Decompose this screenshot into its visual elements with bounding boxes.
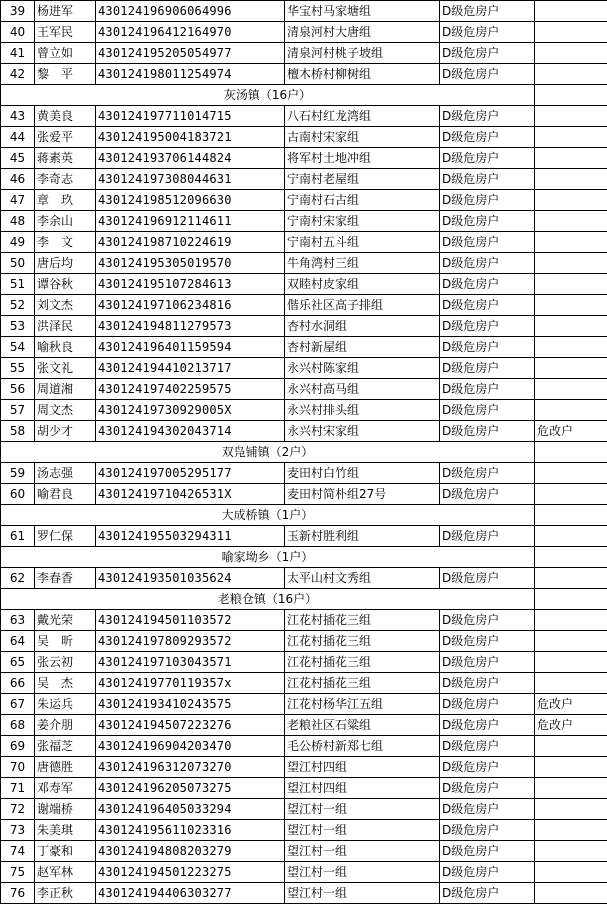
table-row: [1, 799, 607, 820]
section-title: 灰汤镇（16户）: [1, 85, 535, 106]
remark: [535, 295, 607, 316]
id-number: 43012419710426531X: [96, 484, 285, 505]
remark: [535, 799, 607, 820]
danger-level: D级危房户: [440, 337, 535, 358]
id-number: 430124194501223275: [96, 862, 285, 883]
row-number: 58: [1, 421, 35, 442]
household-name: 朱运兵: [35, 694, 96, 715]
section-title: 大成桥镇（1户）: [1, 505, 535, 526]
section-blank-cell: [535, 547, 607, 568]
danger-level: D级危房户: [440, 106, 535, 127]
section-title: 老粮仓镇（16户）: [1, 589, 535, 610]
danger-level: D级危房户: [440, 736, 535, 757]
remark: [535, 127, 607, 148]
table-row: [1, 337, 607, 358]
table-row: [1, 778, 607, 799]
id-number: 430124198011254974: [96, 64, 285, 85]
id-number: 43012419730929005X: [96, 400, 285, 421]
danger-level: D级危房户: [440, 715, 535, 736]
household-address: 八石村红龙湾组: [285, 106, 440, 127]
remark: 危改户: [535, 421, 607, 442]
id-number: 430124196401159594: [96, 337, 285, 358]
id-number: 430124194410213717: [96, 358, 285, 379]
household-name: 杨进军: [35, 1, 96, 22]
household-name: 丁豪和: [35, 841, 96, 862]
household-name: 朱美琪: [35, 820, 96, 841]
table-row: [1, 526, 607, 547]
id-number: 430124197103043571: [96, 652, 285, 673]
household-address: 老粮社区石粱组: [285, 715, 440, 736]
section-title: 喻家坳乡（1户）: [1, 547, 535, 568]
household-address: 永兴村排头组: [285, 400, 440, 421]
id-number: 430124195611023316: [96, 820, 285, 841]
household-address: 宁南村五斗组: [285, 232, 440, 253]
household-name: 赵军林: [35, 862, 96, 883]
household-address: 江花村杨华江五组: [285, 694, 440, 715]
household-name: 吴 杰: [35, 673, 96, 694]
remark: [535, 379, 607, 400]
danger-level: D级危房户: [440, 64, 535, 85]
danger-level: D级危房户: [440, 610, 535, 631]
danger-level: D级危房户: [440, 862, 535, 883]
household-address: 古南村宋家组: [285, 127, 440, 148]
remark: [535, 190, 607, 211]
household-address: 江花村插花三组: [285, 673, 440, 694]
household-address: 偕乐社区高子排组: [285, 295, 440, 316]
danger-level: D级危房户: [440, 484, 535, 505]
household-address: 望江村四组: [285, 778, 440, 799]
row-number: 72: [1, 799, 35, 820]
remark: [535, 169, 607, 190]
danger-level: D级危房户: [440, 232, 535, 253]
household-address: 江花村插花三组: [285, 610, 440, 631]
table-row: [1, 400, 607, 421]
table-row: [1, 22, 607, 43]
household-name: 李春香: [35, 568, 96, 589]
household-address: 江花村插花三组: [285, 652, 440, 673]
household-name: 周道湘: [35, 379, 96, 400]
household-name: 李奇志: [35, 169, 96, 190]
row-number: 61: [1, 526, 35, 547]
table-row: [1, 358, 607, 379]
danger-level: D级危房户: [440, 421, 535, 442]
danger-level: D级危房户: [440, 526, 535, 547]
id-number: 430124196904203470: [96, 736, 285, 757]
household-name: 蒋素英: [35, 148, 96, 169]
row-number: 66: [1, 673, 35, 694]
id-number: 430124193706144824: [96, 148, 285, 169]
household-address: 望江村一组: [285, 799, 440, 820]
household-address: 宁南村老屋组: [285, 169, 440, 190]
household-name: 张文礼: [35, 358, 96, 379]
row-number: 70: [1, 757, 35, 778]
row-number: 73: [1, 820, 35, 841]
danger-level: D级危房户: [440, 295, 535, 316]
id-number: 430124198710224619: [96, 232, 285, 253]
row-number: 59: [1, 463, 35, 484]
danger-level: D级危房户: [440, 379, 535, 400]
household-name: 吴 昕: [35, 631, 96, 652]
household-name: 洪泽民: [35, 316, 96, 337]
danger-level: D级危房户: [440, 568, 535, 589]
row-number: 71: [1, 778, 35, 799]
remark: [535, 211, 607, 232]
remark: [535, 631, 607, 652]
id-number: 430124195503294311: [96, 526, 285, 547]
table-body: [1, 1, 607, 904]
id-number: 430124196205073275: [96, 778, 285, 799]
section-blank-cell: [535, 85, 607, 106]
household-name: 唐后均: [35, 253, 96, 274]
table-row: [1, 883, 607, 904]
danger-level: D级危房户: [440, 757, 535, 778]
household-name: 谭谷秋: [35, 274, 96, 295]
row-number: 57: [1, 400, 35, 421]
household-address: 永兴村陈家组: [285, 358, 440, 379]
section-blank-cell: [535, 442, 607, 463]
id-number: 430124194811279573: [96, 316, 285, 337]
table-row: [1, 211, 607, 232]
row-number: 49: [1, 232, 35, 253]
household-name: 王军民: [35, 22, 96, 43]
row-number: 56: [1, 379, 35, 400]
table-row: [1, 862, 607, 883]
id-number: 430124198512096630: [96, 190, 285, 211]
remark: [535, 820, 607, 841]
danger-level: D级危房户: [440, 253, 535, 274]
household-name: 喻秋良: [35, 337, 96, 358]
danger-level: D级危房户: [440, 694, 535, 715]
household-name: 黎 平: [35, 64, 96, 85]
table-row: [1, 190, 607, 211]
household-name: 喻君良: [35, 484, 96, 505]
id-number: 430124196412164970: [96, 22, 285, 43]
section-header-row: [1, 547, 607, 568]
remark: [535, 274, 607, 295]
remark: [535, 883, 607, 904]
danger-level: D级危房户: [440, 400, 535, 421]
household-address: 清泉河村桃子坡组: [285, 43, 440, 64]
row-number: 45: [1, 148, 35, 169]
household-name: 张云初: [35, 652, 96, 673]
household-name: 胡少才: [35, 421, 96, 442]
remark: 危改户: [535, 715, 607, 736]
table-row: [1, 736, 607, 757]
id-number: 430124196906064996: [96, 1, 285, 22]
danger-level: D级危房户: [440, 1, 535, 22]
row-number: 76: [1, 883, 35, 904]
remark: [535, 484, 607, 505]
remark: [535, 64, 607, 85]
danger-level: D级危房户: [440, 169, 535, 190]
id-number: 430124197005295177: [96, 463, 285, 484]
household-name: 李余山: [35, 211, 96, 232]
id-number: 430124197402259575: [96, 379, 285, 400]
danger-level: D级危房户: [440, 358, 535, 379]
row-number: 53: [1, 316, 35, 337]
id-number: 430124195305019570: [96, 253, 285, 274]
id-number: 430124195205054977: [96, 43, 285, 64]
household-address: 望江村一组: [285, 883, 440, 904]
table-row: [1, 232, 607, 253]
danger-level: D级危房户: [440, 316, 535, 337]
table-row: [1, 169, 607, 190]
remark: [535, 673, 607, 694]
household-address: 望江村四组: [285, 757, 440, 778]
danger-level: D级危房户: [440, 148, 535, 169]
table-row: [1, 610, 607, 631]
danger-level: D级危房户: [440, 778, 535, 799]
table-row: [1, 127, 607, 148]
id-number: 430124197106234816: [96, 295, 285, 316]
household-name: 邓寿军: [35, 778, 96, 799]
row-number: 60: [1, 484, 35, 505]
household-name: 张福芝: [35, 736, 96, 757]
row-number: 41: [1, 43, 35, 64]
table-row: [1, 421, 607, 442]
row-number: 42: [1, 64, 35, 85]
household-name: 张爱平: [35, 127, 96, 148]
remark: [535, 316, 607, 337]
table-row: [1, 757, 607, 778]
row-number: 44: [1, 127, 35, 148]
table-row: [1, 148, 607, 169]
remark: 危改户: [535, 694, 607, 715]
household-address: 华宝村马家塘组: [285, 1, 440, 22]
remark: [535, 253, 607, 274]
household-address: 玉新村胜利组: [285, 526, 440, 547]
table-row: [1, 295, 607, 316]
remark: [535, 652, 607, 673]
section-header-row: [1, 505, 607, 526]
id-number: 430124195107284613: [96, 274, 285, 295]
row-number: 54: [1, 337, 35, 358]
section-header-row: [1, 589, 607, 610]
household-name: 周文杰: [35, 400, 96, 421]
danger-level: D级危房户: [440, 883, 535, 904]
id-number: 430124194406303277: [96, 883, 285, 904]
remark: [535, 526, 607, 547]
section-blank-cell: [535, 589, 607, 610]
remark: [535, 841, 607, 862]
table-row: [1, 274, 607, 295]
id-number: 430124193410243575: [96, 694, 285, 715]
row-number: 74: [1, 841, 35, 862]
danger-level: D级危房户: [440, 43, 535, 64]
danger-level: D级危房户: [440, 631, 535, 652]
table-row: [1, 841, 607, 862]
household-address: 宁南村石古组: [285, 190, 440, 211]
remark: [535, 1, 607, 22]
household-address: 麦田村简朴组27号: [285, 484, 440, 505]
remark: [535, 337, 607, 358]
id-number: 430124197711014715: [96, 106, 285, 127]
row-number: 63: [1, 610, 35, 631]
remark: [535, 358, 607, 379]
table-row: [1, 64, 607, 85]
table-row: [1, 715, 607, 736]
household-address: 双睦村皮家组: [285, 274, 440, 295]
household-address: 望江村一组: [285, 820, 440, 841]
remark: [535, 106, 607, 127]
household-address: 望江村一组: [285, 841, 440, 862]
row-number: 69: [1, 736, 35, 757]
household-name: 汤志强: [35, 463, 96, 484]
table-row: [1, 316, 607, 337]
row-number: 52: [1, 295, 35, 316]
remark: [535, 862, 607, 883]
id-number: 430124197308044631: [96, 169, 285, 190]
household-name: 刘文杰: [35, 295, 96, 316]
id-number: 43012419770119357x: [96, 673, 285, 694]
row-number: 48: [1, 211, 35, 232]
danger-level: D级危房户: [440, 274, 535, 295]
remark: [535, 736, 607, 757]
household-address: 清泉河村大唐组: [285, 22, 440, 43]
table-row: [1, 694, 607, 715]
danger-level: D级危房户: [440, 190, 535, 211]
remark: [535, 568, 607, 589]
remark: [535, 778, 607, 799]
household-address: 太平山村文秀组: [285, 568, 440, 589]
household-address: 永兴村宋家组: [285, 421, 440, 442]
id-number: 430124194501103572: [96, 610, 285, 631]
household-name: 罗仁保: [35, 526, 96, 547]
danger-level: D级危房户: [440, 211, 535, 232]
section-title: 双凫铺镇（2户）: [1, 442, 535, 463]
remark: [535, 400, 607, 421]
section-header-row: [1, 85, 607, 106]
id-number: 430124196312073270: [96, 757, 285, 778]
id-number: 430124193501035624: [96, 568, 285, 589]
row-number: 65: [1, 652, 35, 673]
danger-level: D级危房户: [440, 463, 535, 484]
household-address: 毛公桥村新郑七组: [285, 736, 440, 757]
household-address: 望江村一组: [285, 862, 440, 883]
household-address: 杏村水洞组: [285, 316, 440, 337]
remark: [535, 757, 607, 778]
table-row: [1, 1, 607, 22]
id-number: 430124194808203279: [96, 841, 285, 862]
danger-level: D级危房户: [440, 820, 535, 841]
id-number: 430124195004183721: [96, 127, 285, 148]
remark: [535, 43, 607, 64]
household-name: 唐德胜: [35, 757, 96, 778]
household-name: 黄美良: [35, 106, 96, 127]
danger-level: D级危房户: [440, 22, 535, 43]
row-number: 64: [1, 631, 35, 652]
section-header-row: [1, 442, 607, 463]
row-number: 40: [1, 22, 35, 43]
row-number: 39: [1, 1, 35, 22]
household-address: 檀木桥村柳树组: [285, 64, 440, 85]
table-row: [1, 568, 607, 589]
row-number: 51: [1, 274, 35, 295]
table-row: [1, 43, 607, 64]
table-row: [1, 673, 607, 694]
household-name: 曾立如: [35, 43, 96, 64]
household-name: 谢端桥: [35, 799, 96, 820]
household-name: 李 文: [35, 232, 96, 253]
table-row: [1, 463, 607, 484]
table-row: [1, 820, 607, 841]
table-row: [1, 106, 607, 127]
household-name: 章 玖: [35, 190, 96, 211]
row-number: 68: [1, 715, 35, 736]
household-address: 永兴村高马组: [285, 379, 440, 400]
household-address: 将军村土地冲组: [285, 148, 440, 169]
household-address: 杏村新屋组: [285, 337, 440, 358]
row-number: 62: [1, 568, 35, 589]
row-number: 75: [1, 862, 35, 883]
remark: [535, 148, 607, 169]
row-number: 50: [1, 253, 35, 274]
id-number: 430124194507223276: [96, 715, 285, 736]
household-name: 李正秋: [35, 883, 96, 904]
remark: [535, 463, 607, 484]
remark: [535, 610, 607, 631]
id-number: 430124196912114611: [96, 211, 285, 232]
row-number: 67: [1, 694, 35, 715]
remark: [535, 232, 607, 253]
danger-level: D级危房户: [440, 841, 535, 862]
danger-level: D级危房户: [440, 673, 535, 694]
danger-level: D级危房户: [440, 799, 535, 820]
table-row: [1, 631, 607, 652]
table-row: [1, 253, 607, 274]
table-row: [1, 484, 607, 505]
table-row: [1, 652, 607, 673]
row-number: 47: [1, 190, 35, 211]
id-number: 430124196405033294: [96, 799, 285, 820]
household-address: 麦田村白竹组: [285, 463, 440, 484]
household-name: 姜介朋: [35, 715, 96, 736]
row-number: 43: [1, 106, 35, 127]
danger-level: D级危房户: [440, 652, 535, 673]
household-address: 宁南村宋家组: [285, 211, 440, 232]
household-address: 牛角湾村三组: [285, 253, 440, 274]
row-number: 46: [1, 169, 35, 190]
household-name: 戴光荣: [35, 610, 96, 631]
household-address: 江花村插花三组: [285, 631, 440, 652]
row-number: 55: [1, 358, 35, 379]
id-number: 430124194302043714: [96, 421, 285, 442]
danger-level: D级危房户: [440, 127, 535, 148]
section-blank-cell: [535, 505, 607, 526]
id-number: 430124197809293572: [96, 631, 285, 652]
table-row: [1, 379, 607, 400]
remark: [535, 22, 607, 43]
